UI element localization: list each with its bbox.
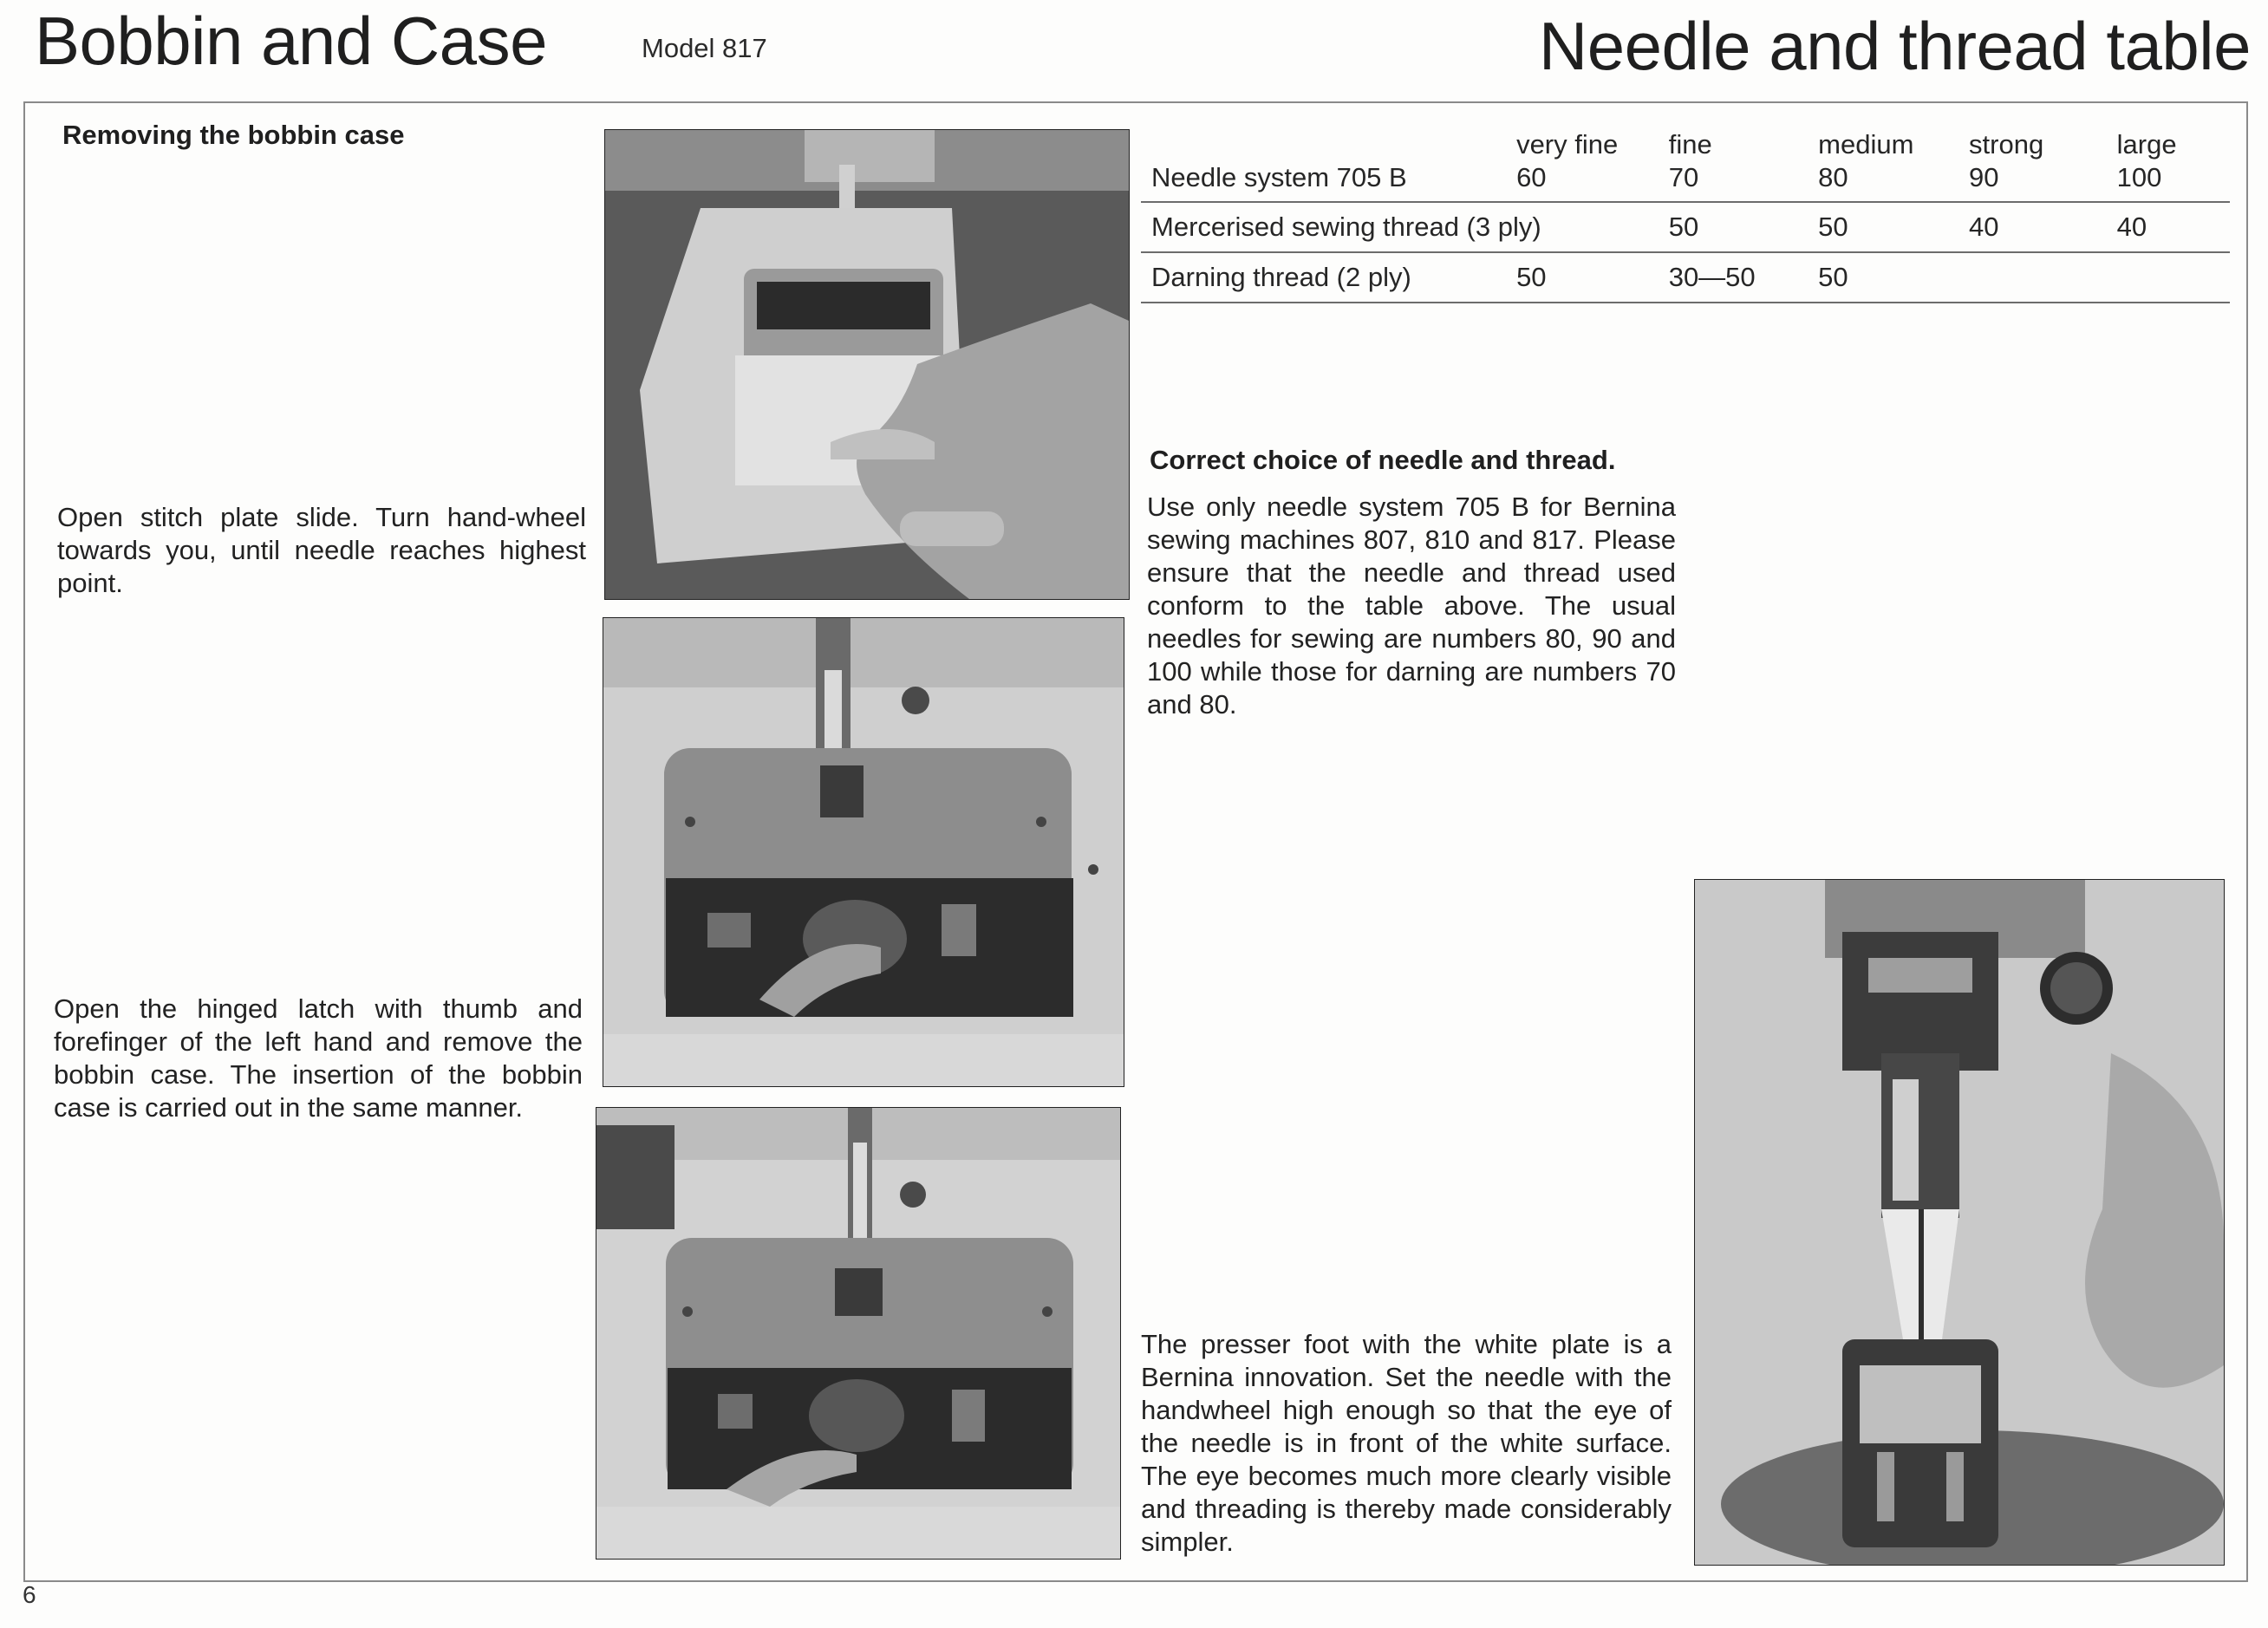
- table-row: [1141, 252, 2230, 303]
- table-cell: 50: [1808, 252, 1958, 303]
- table-row: [1141, 202, 2230, 252]
- page-title-right: Needle and thread table: [1538, 8, 2251, 84]
- table-header-cell: [1506, 128, 1659, 202]
- removing-bobbin-heading: Removing the bobbin case: [62, 120, 405, 150]
- table-header-cell: [1808, 128, 1958, 202]
- table-cell: [2107, 252, 2230, 303]
- table-cell: 30—50: [1659, 252, 1808, 303]
- table-header-cell: [2107, 128, 2230, 202]
- table-cell: 40: [1958, 202, 2107, 252]
- photo-presser-foot: [1694, 879, 2225, 1566]
- table-cell: 50: [1659, 202, 1808, 252]
- page-title-left: Bobbin and Case: [35, 3, 547, 79]
- column-label: medium: [1818, 129, 1914, 160]
- table-cell: 40: [2107, 202, 2230, 252]
- table-header-row: [1141, 128, 2230, 202]
- column-size: 100: [2116, 162, 2162, 192]
- column-label: very fine: [1516, 129, 1619, 160]
- presser-foot-paragraph: The presser foot with the white plate is a Bernina innovation. Set the needle with the handwheel high enough so that the eye of the needle is in front of the white surface. The eye becomes much more clearly visible and threading is thereby made considerably simpler.: [1141, 1329, 1672, 1557]
- model-label: Model 817: [642, 33, 767, 63]
- photo-bobbin-case-open: [603, 617, 1124, 1087]
- instruction-open-slide: Open stitch plate slide. Turn hand-wheel towards you, until needle reaches highest point.: [57, 502, 586, 598]
- column-label: fine: [1668, 129, 1712, 160]
- correct-choice-heading: Correct choice of needle and thread.: [1150, 445, 1616, 475]
- correct-choice-paragraph: Use only needle system 705 B for Bernina sewing machines 807, 810 and 817. Please ensure that the needle and thread used conform to the table above. The usual needles for sewing are numbers 80, 90 and 100 while those for darning are numbers 70 and 80.: [1147, 492, 1676, 720]
- column-size: 70: [1668, 162, 1699, 192]
- table-header-cell: [1659, 128, 1808, 202]
- needle-system-label: Needle system 705 B: [1151, 162, 1407, 192]
- page-number: 6: [23, 1581, 36, 1608]
- row-label: Mercerised sewing thread (3 ply): [1141, 202, 1659, 252]
- photo-bobbin-case-removed: [596, 1107, 1121, 1560]
- table-cell: 50: [1506, 252, 1659, 303]
- photo-open-stitch-plate: [604, 129, 1130, 600]
- column-label: strong: [1969, 129, 2044, 160]
- table-cell: 50: [1808, 202, 1958, 252]
- table-cell: [1958, 252, 2107, 303]
- column-size: 90: [1969, 162, 1999, 192]
- needle-thread-table: [1141, 128, 2230, 303]
- row-label: Darning thread (2 ply): [1141, 252, 1506, 303]
- table-header-cell: [1958, 128, 2107, 202]
- column-size: 80: [1818, 162, 1848, 192]
- column-size: 60: [1516, 162, 1547, 192]
- instruction-remove-bobbin: Open the hinged latch with thumb and forefinger of the left hand and remove the bobbin case. The insertion of the bobbin case is carried out in the same manner.: [54, 993, 583, 1123]
- column-label: large: [2116, 129, 2177, 160]
